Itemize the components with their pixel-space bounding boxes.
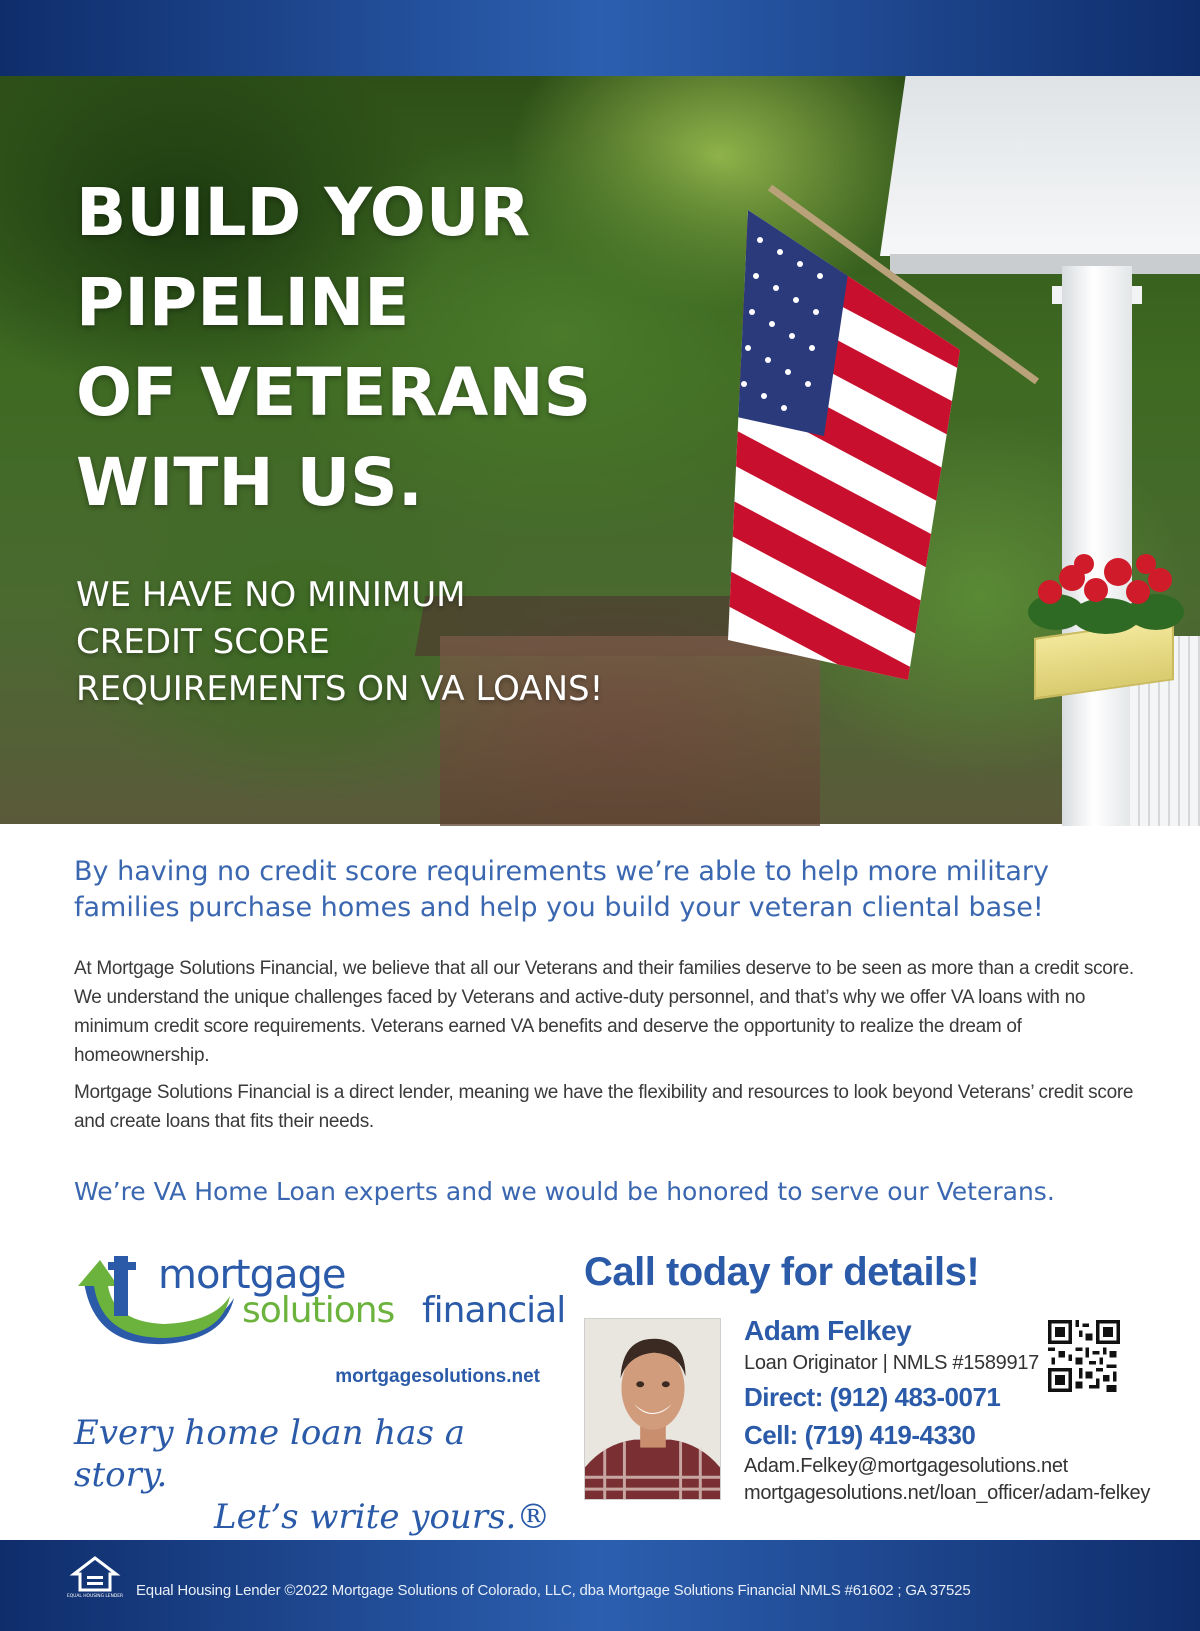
hero-photo <box>0 76 1200 824</box>
eho-label: EQUAL HOUSING LENDER <box>66 1594 124 1599</box>
logo-word-financial: financial <box>422 1290 566 1331</box>
hero-title-line: BUILD YOUR <box>76 174 531 251</box>
call-to-action: Call today for details! <box>584 1250 980 1294</box>
hero-title-line: PIPELINE <box>76 264 410 341</box>
hero-subtitle-line: REQUIREMENTS ON VA LOANS! <box>76 669 604 709</box>
agent-photo <box>584 1318 721 1500</box>
script-tagline <box>74 1412 554 1538</box>
hero-title <box>76 168 716 528</box>
body-paragraph: Mortgage Solutions Financial is a direct lender, meaning we have the flexibility and resources to look beyond Veterans’ credit score and create loans that fits their needs. <box>74 1082 1134 1132</box>
intro-statement: By having no credit score requirements we’re able to help more military families purchase homes and help you build your veteran cliental base! <box>74 856 1049 923</box>
agent-name: Adam Felkey <box>744 1315 912 1346</box>
agent-email[interactable]: Adam.Felkey@mortgagesolutions.net <box>744 1455 1068 1477</box>
footer-disclaimer: Equal Housing Lender ©2022 Mortgage Solutions of Colorado, LLC, dba Mortgage Solutions Financial NMLS #61602 ; GA 37525 <box>136 1582 971 1599</box>
cell-phone[interactable]: Cell: (719) 419-4330 <box>744 1420 976 1450</box>
tagline: We’re VA Home Loan experts and we would be honored to serve our Veterans. <box>74 1177 1055 1206</box>
hero-subtitle-line: CREDIT SCORE <box>76 622 330 662</box>
script-tagline-line: Let’s write yours.® <box>214 1497 551 1537</box>
hero-subtitle-line: WE HAVE NO MINIMUM <box>76 575 466 615</box>
website-link[interactable]: mortgagesolutions.net <box>335 1366 540 1387</box>
hero-title-line: OF VETERANS <box>76 354 592 431</box>
direct-phone[interactable]: Direct: (912) 483-0071 <box>744 1382 1001 1412</box>
agent-profile-link[interactable]: mortgagesolutions.net/loan_officer/adam-felkey <box>744 1482 1151 1504</box>
hero-subtitle <box>76 572 776 713</box>
top-band <box>0 0 1200 76</box>
logo-word-solutions: solutions <box>242 1290 395 1331</box>
equal-housing-icon <box>66 1556 124 1604</box>
script-tagline-line: Every home loan has a story. <box>74 1413 465 1495</box>
logo-word-mortgage: mortgage <box>158 1252 346 1298</box>
agent-title: Loan Originator | NMLS #1589917 <box>744 1352 1039 1374</box>
hero-title-line: WITH US. <box>76 444 423 521</box>
company-logo[interactable] <box>74 1252 566 1362</box>
red-flowers <box>1026 542 1186 642</box>
body-copy <box>74 954 1140 1144</box>
body-paragraph: At Mortgage Solutions Financial, we believe that all our Veterans and their families deserve to be seen as more than a credit score. We understand the unique challenges faced by Veterans and active-duty personnel, and that’s why we offer VA loans with no minimum credit score requirements. Veterans earned VA benefits and deserve the opportunity to realize the dream of homeownership. <box>74 958 1134 1066</box>
qr-code-icon[interactable] <box>1048 1320 1120 1392</box>
